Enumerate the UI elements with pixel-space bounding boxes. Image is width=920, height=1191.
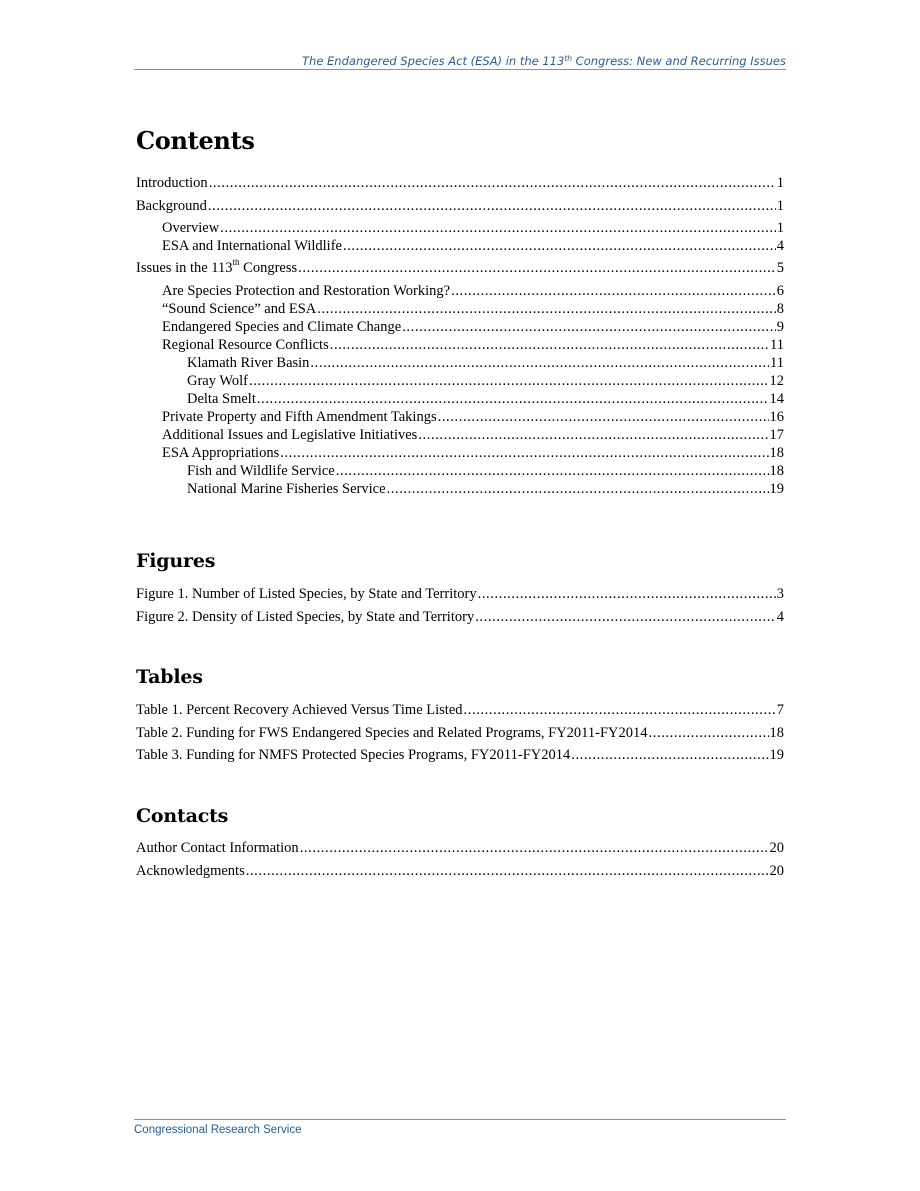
toc-entry-label: Issues in the 113th Congress [136, 259, 298, 276]
toc-entry-page: 4 [776, 608, 784, 625]
toc-entry-overview[interactable] [136, 219, 784, 237]
toc-entry-label: Table 2. Funding for FWS Endangered Species and Related Programs, FY2011-FY2014 [136, 724, 648, 741]
leader-dots [336, 462, 769, 480]
toc-entry-climate-change[interactable] [136, 318, 784, 336]
leader-dots [451, 282, 776, 300]
toc-entry-label: Gray Wolf [187, 373, 248, 389]
contact-entry-author[interactable] [136, 839, 784, 857]
table-entry-1[interactable] [136, 701, 784, 719]
toc-entry-label: Figure 1. Number of Listed Species, by State and Territory [136, 586, 477, 602]
toc-entry-issues-113th-congress[interactable] [136, 259, 784, 277]
toc-entry-gray-wolf[interactable] [136, 372, 784, 390]
footer-text: Congressional Research Service [134, 1124, 302, 1136]
toc-entry-esa-appropriations[interactable] [136, 444, 784, 462]
contacts-heading: Contacts [136, 805, 229, 827]
toc-entry-regional-conflicts[interactable] [136, 336, 784, 354]
contents-list [136, 174, 784, 498]
toc-entry-page: 9 [776, 319, 784, 335]
leader-dots [249, 372, 769, 390]
leader-dots [257, 390, 769, 408]
tables-heading: Tables [136, 666, 203, 688]
leader-dots [438, 408, 769, 426]
toc-entry-private-property[interactable] [136, 408, 784, 426]
running-header [134, 54, 786, 70]
toc-entry-label: Private Property and Fifth Amendment Takings [162, 409, 437, 425]
header-title-post: Congress: New and Recurring Issues [572, 54, 786, 68]
leader-dots [209, 174, 776, 192]
figure-entry-2[interactable] [136, 608, 784, 626]
leader-dots [649, 724, 769, 742]
leader-dots [310, 354, 769, 372]
leader-dots [464, 701, 776, 719]
toc-entry-page: 7 [776, 702, 784, 718]
toc-entry-label: ESA and International Wildlife [162, 237, 342, 254]
leader-dots [330, 336, 769, 354]
toc-entry-page: 16 [769, 409, 784, 425]
toc-entry-page: 1 [776, 175, 784, 191]
toc-entry-page: 8 [776, 301, 784, 317]
toc-entry-klamath-river[interactable] [136, 354, 784, 372]
figures-heading: Figures [136, 550, 216, 572]
leader-dots [571, 746, 768, 764]
toc-entry-page: 18 [769, 724, 784, 741]
toc-entry-esa-international-wildlife[interactable] [136, 237, 784, 255]
table-entry-2[interactable] [136, 724, 784, 742]
toc-entry-additional-issues[interactable] [136, 426, 784, 444]
toc-entry-label: Author Contact Information [136, 840, 299, 856]
toc-entry-label: Overview [162, 219, 220, 236]
toc-entry-label: Introduction [136, 175, 208, 191]
leader-dots [478, 585, 776, 603]
toc-entry-label: Regional Resource Conflicts [162, 337, 329, 353]
toc-entry-page: 20 [769, 840, 784, 856]
toc-entry-label: Table 1. Percent Recovery Achieved Versus Time Listed [136, 702, 463, 718]
toc-entry-page: 5 [776, 260, 784, 276]
toc-entry-nmfs[interactable] [136, 480, 784, 498]
running-footer [134, 1119, 786, 1136]
toc-entry-introduction[interactable] [136, 174, 784, 192]
tables-list [136, 701, 784, 764]
toc-entry-label: Additional Issues and Legislative Initiatives [162, 427, 418, 443]
toc-entry-page: 18 [769, 463, 784, 479]
leader-dots [220, 219, 776, 237]
leader-dots [343, 237, 776, 255]
contact-entry-acknowledgments[interactable] [136, 862, 784, 880]
toc-entry-label: Acknowledgments [136, 862, 245, 879]
toc-entry-species-protection[interactable] [136, 282, 784, 300]
toc-entry-page: 3 [776, 586, 784, 602]
toc-entry-page: 6 [776, 283, 784, 299]
toc-entry-label: National Marine Fisheries Service [187, 481, 386, 497]
toc-entry-label: Delta Smelt [187, 391, 256, 407]
toc-entry-label: Are Species Protection and Restoration Working? [162, 283, 451, 299]
leader-dots [300, 839, 769, 857]
figure-entry-1[interactable] [136, 585, 784, 603]
table-entry-3[interactable] [136, 746, 784, 764]
toc-entry-page: 17 [769, 427, 784, 443]
header-title-pre: The Endangered Species Act (ESA) in the 113 [302, 54, 565, 68]
toc-entry-sound-science[interactable] [136, 300, 784, 318]
toc-entry-background[interactable] [136, 197, 784, 215]
contents-heading: Contents [136, 126, 255, 155]
toc-entry-page: 1 [776, 197, 784, 214]
toc-entry-page: 4 [776, 237, 784, 254]
toc-entry-page: 19 [769, 481, 784, 497]
toc-entry-page: 14 [769, 391, 784, 407]
toc-entry-label: Figure 2. Density of Listed Species, by State and Territory [136, 608, 475, 625]
leader-dots [208, 197, 776, 215]
contacts-list [136, 839, 784, 880]
toc-entry-label: “Sound Science” and ESA [162, 301, 317, 317]
toc-entry-delta-smelt[interactable] [136, 390, 784, 408]
toc-entry-label: ESA Appropriations [162, 445, 280, 461]
toc-entry-label: Background [136, 197, 207, 214]
leader-dots [402, 318, 776, 336]
leader-dots [280, 444, 768, 462]
toc-entry-page: 11 [770, 337, 784, 353]
toc-entry-page: 19 [769, 747, 784, 763]
leader-dots [387, 480, 769, 498]
toc-entry-page: 1 [776, 219, 784, 236]
leader-dots [418, 426, 768, 444]
figures-list [136, 585, 784, 626]
leader-dots [475, 608, 776, 626]
header-title-sup: th [564, 54, 573, 63]
toc-entry-page: 18 [769, 445, 784, 461]
toc-entry-fish-wildlife-service[interactable] [136, 462, 784, 480]
toc-entry-label: Fish and Wildlife Service [187, 463, 335, 479]
toc-entry-page: 12 [769, 373, 784, 389]
toc-entry-label: Table 3. Funding for NMFS Protected Species Programs, FY2011-FY2014 [136, 747, 571, 763]
toc-entry-page: 11 [770, 355, 784, 371]
toc-entry-label: Endangered Species and Climate Change [162, 319, 402, 335]
leader-dots [317, 300, 776, 318]
toc-entry-page: 20 [769, 862, 784, 879]
leader-dots [298, 259, 776, 277]
leader-dots [246, 862, 769, 880]
toc-entry-label: Klamath River Basin [187, 355, 310, 371]
